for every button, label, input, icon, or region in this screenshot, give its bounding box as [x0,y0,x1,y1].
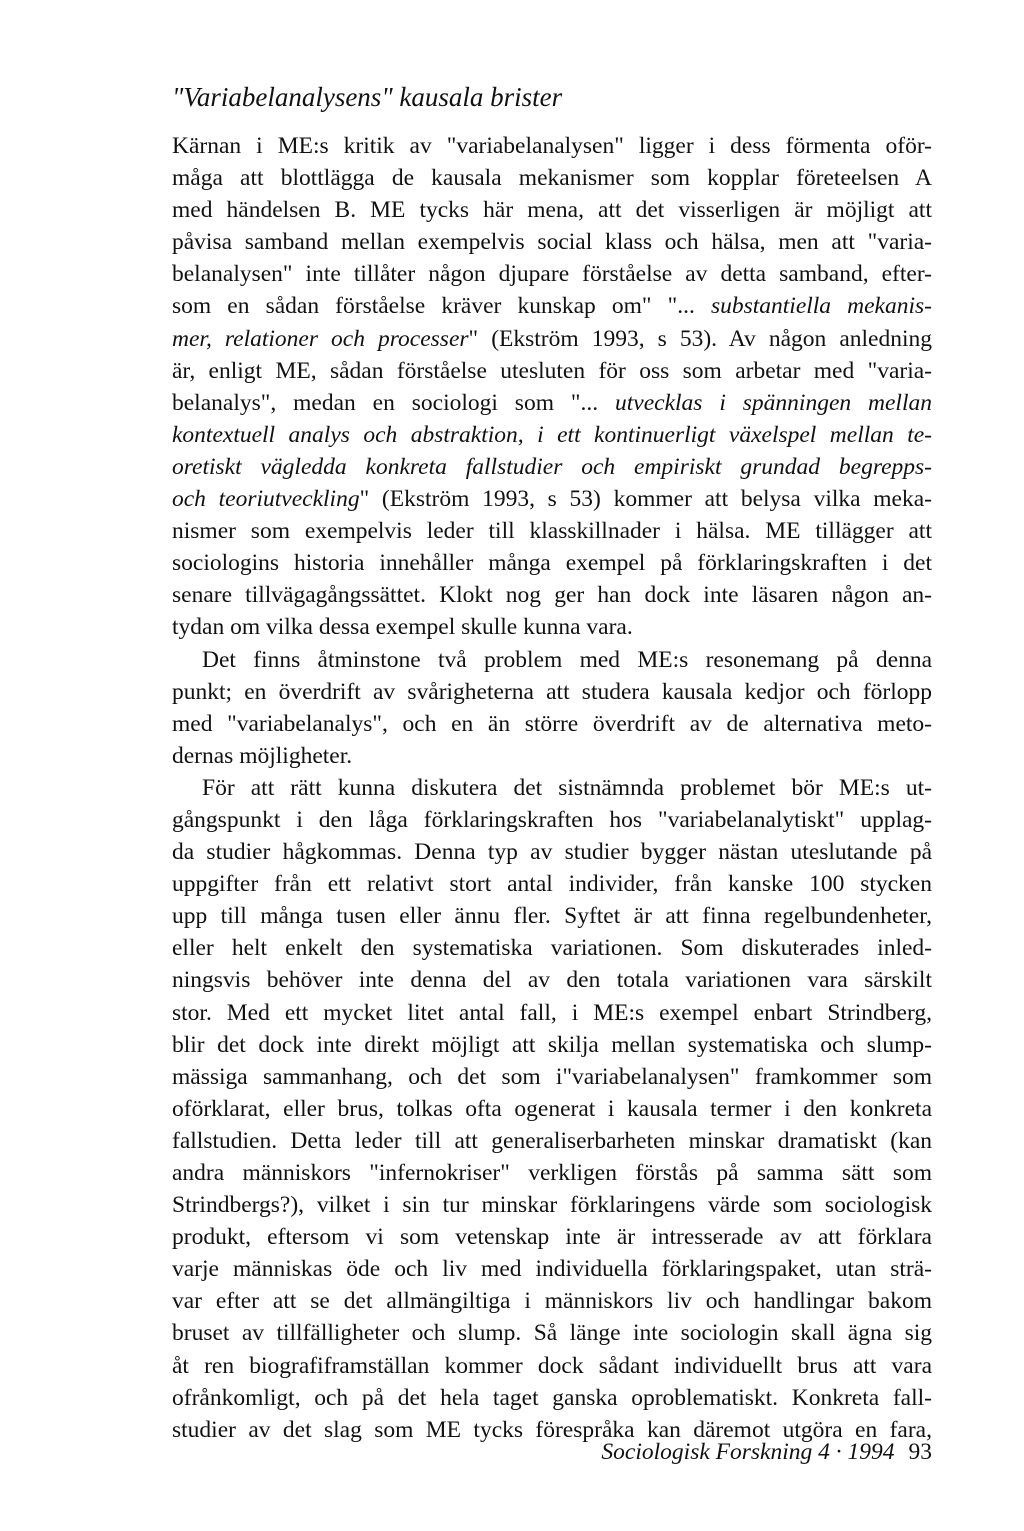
text-line: Strindbergs?), vilket i sin tur minskar förklaringens värde som sociologisk [172,1192,932,1219]
text-line: och teoriutveckling" (Ekström 1993, s 53) kommer att belysa vilka meka- [172,486,932,513]
text-line: mässiga sammanhang, och det som i"variabelanalysen" framkommer som [172,1063,932,1090]
quote-italic: oretiskt vägledda konkreta fallstudier och empiriskt grundad begrepps- [172,453,932,480]
quote-italic: och teoriutveckling [172,486,360,513]
text-line: tydan om vilka dessa exempel skulle kunna vara. [172,614,633,641]
text-line: fallstudien. Detta leder till att generaliserbarheten minskar dramatiskt (kan [172,1127,932,1154]
text-line: bruset av tillfälligheter och slump. Så länge inte sociologin skall ägna sig [172,1320,932,1347]
body-text [172,130,932,1446]
text-line: var efter att se det allmängiltiga i människors liv och handlingar bakom [172,1288,932,1315]
text-line: oförklarat, eller brus, tolkas ofta ogenerat i kausala termer i den konkreta [172,1095,932,1122]
text-line: För att rätt kunna diskutera det sistnämnda problemet bör ME:s ut- [202,774,932,801]
text-line: produkt, eftersom vi som vetenskap inte är intresserade av att förklara [172,1224,932,1251]
text-line: dernas möjligheter. [172,742,353,769]
text-line: med "variabelanalys", och en än större överdrift av de alternativa meto- [172,710,932,737]
text-line: senare tillvägagångssättet. Klokt nog ger han dock inte läsaren någon an- [172,582,932,609]
text-line: sociologins historia innehåller många exempel på förklaringskraften i det [172,550,932,577]
quote-italic: kontextuell analys och abstraktion, i ett kontinuerligt växelspel mellan te- [172,421,932,448]
text-line: da studier hågkommas. Denna typ av studier bygger nästan uteslutande på [172,839,932,866]
text-line: punkt; en överdrift av svårigheterna att studera kausala kedjor och förlopp [172,678,932,705]
journal-name: Sociologisk Forskning 4 · 1994 [601,1439,895,1465]
text-line: Det finns åtminstone två problem med ME:s resonemang på denna [202,646,932,673]
text-line: uppgifter från ett relativt stort antal individer, från kanske 100 stycken [172,871,932,898]
quote-italic: mer, relationer och processer [172,325,469,352]
text-line: mer, relationer och processer" (Ekström 1993, s 53). Av någon anledning [172,325,932,352]
text-line: Kärnan i ME:s kritik av "variabelanalysen" ligger i dess förmenta oför- [172,133,932,159]
text-line: påvisa samband mellan exempelvis social klass och hälsa, men att "varia- [172,229,932,256]
text-line: belanalysen" inte tillåter någon djupare förståelse av detta samband, efter- [172,261,932,288]
text-line: som en sådan förståelse kräver kunskap om" "... substantiella mekanis- [172,293,932,320]
quote-italic: utvecklas i spänningen mellan [615,389,932,416]
text-line: upp till många tusen eller ännu fler. Syftet är att finna regelbundenheter, [172,903,932,930]
page-number: 93 [908,1439,932,1465]
text-line: med händelsen B. ME tycks här mena, att det visserligen är möjligt att [172,197,932,224]
text-line: måga att blottlägga de kausala mekanismer som kopplar företeelsen A [172,165,932,192]
text-line: gångspunkt i den låga förklaringskraften hos "variabelanalytiskt" upplag- [172,806,932,833]
text-line: varje människas öde och liv med individuella förklaringspaket, utan strä- [172,1256,932,1283]
text-line: andra människors "infernokriser" verkligen förstås på samma sätt som [172,1160,932,1186]
text-line: ofrånkomligt, och på det hela taget ganska oproblematiskt. Konkreta fall- [172,1384,932,1411]
text-line: studier av det slag som ME tycks förespråka kan däremot utgöra en fara, [172,1416,932,1443]
text-line: är, enligt ME, sådan förståelse utesluten för oss som arbetar med "varia- [172,357,932,384]
text-line: nismer som exempelvis leder till klasskillnader i hälsa. ME tillägger att [172,518,932,545]
text-line [172,419,932,451]
text-line: ningsvis behöver inte denna del av den totala variationen vara särskilt [172,967,932,994]
quote-italic: substantiella mekanis- [710,293,932,320]
text-line: blir det dock inte direkt möjligt att skilja mellan systematiska och slump- [172,1031,932,1058]
text-line: stor. Med ett mycket litet antal fall, i ME:s exempel enbart Strindberg, [172,999,932,1026]
page-footer [540,1437,932,1467]
text-line: eller helt enkelt den systematiska variationen. Som diskuterades inled- [172,935,932,962]
section-heading: "Variabelanalysens" kausala brister [172,82,563,112]
text-line: belanalys", medan en sociologi som "... utvecklas i spänningen mellan [172,389,932,416]
text-line: åt ren biografiframställan kommer dock sådant individuellt brus att vara [172,1352,932,1379]
text-line [172,451,932,483]
